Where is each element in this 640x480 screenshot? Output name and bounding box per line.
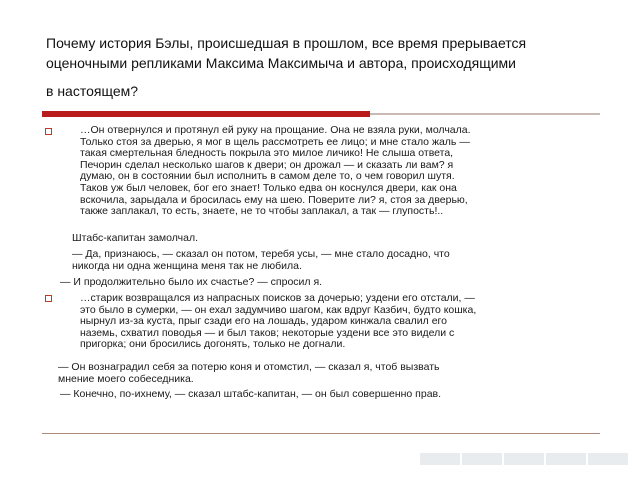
quote-paragraph-6: — Он вознаградил себя за потерю коня и отомстил, — сказал я, чтоб вызвать мнение моего собеседника. bbox=[58, 361, 440, 385]
quote-paragraph-1: …Он отвернулся и протянул ей руку на прощание. Она не взяла руки, молчала. Только стоя за дверью, я мог в щель рассмотреть ее лицо; и мне стало жаль — такая смертельная бледность покрыла это милое личико! Не слыша ответа, Печорин сделал несколько шагов к двери; он дрожал — и сказать ли вам? я думаю, он в состоянии был исполнить в самом деле то, о чем говорил шутя. Таков уж был человек, бог его знает! Только едва он коснулся двери, как она вскочила, зарыдала и бросилась ему на шею. Поверите ли? я, стоя за дверью, также заплакал, то есть, знаете, не то чтобы заплакал, а так — глупость!.. bbox=[80, 124, 471, 218]
watermark-logo: ▬▬▬▬▬ bbox=[420, 430, 630, 474]
quote-paragraph-3: — Да, признаюсь, — сказал он потом, теребя усы, — мне стало досадно, что никогда ни одна женщина меня так не любила. bbox=[72, 248, 450, 272]
bullet-square-icon bbox=[45, 128, 52, 135]
title-line-2: оценочными репликами Максима Максимыча и автора, происходящими bbox=[46, 55, 516, 71]
title-underline-red bbox=[42, 111, 370, 117]
quote-paragraph-2: Штабс-капитан замолчал. bbox=[72, 232, 198, 244]
quote-paragraph-7: — Конечно, по-ихнему, — сказал штабс-капитан, — он был совершенно прав. bbox=[60, 388, 442, 400]
quote-paragraph-5: …старик возвращался из напрасных поисков за дочерью; уздени его отстали, — это было в сумерки, — он ехал задумчиво шагом, как вдруг Казбич, будто кошка, нырнул из-за куста, прыг сзади его на лошадь, ударом кинжала свалил его наземь, схватил поводья — и был таков; некоторые уздени все это видели с пригорка; они бросились догонять, только не догнали. bbox=[80, 292, 477, 351]
title-underline-gray bbox=[370, 113, 600, 115]
bullet-square-icon bbox=[45, 295, 52, 302]
quote-paragraph-4: — И продолжительно было их счастье? — спросил я. bbox=[60, 276, 323, 288]
slide-title bbox=[46, 33, 606, 101]
title-line-3: в настоящем? bbox=[46, 83, 139, 99]
title-line-1: Почему история Бэлы, происшедшая в прошлом, все время прерывается bbox=[46, 35, 527, 51]
